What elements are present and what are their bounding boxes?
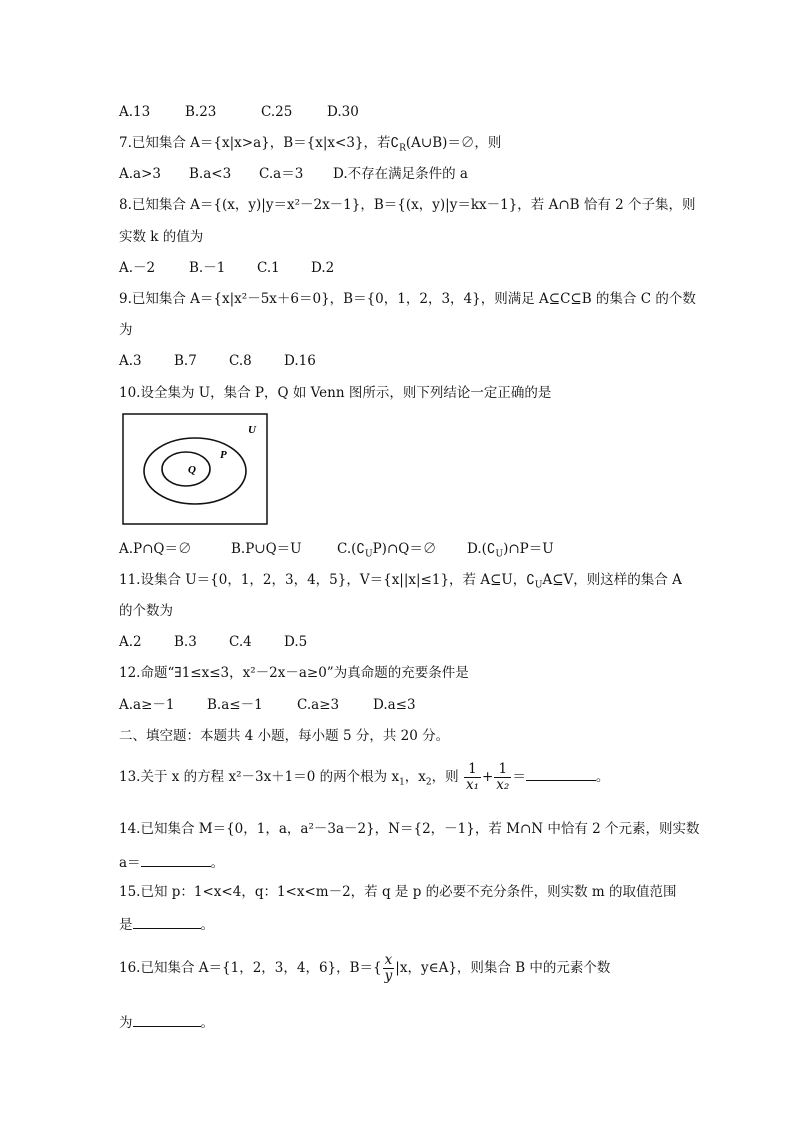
q9-options (119, 352, 316, 370)
q10-option-d (467, 540, 554, 564)
q14-line2-pre: a＝ (119, 855, 141, 871)
q6-options (119, 103, 359, 121)
q15-line2-pre: 是 (119, 917, 133, 933)
q11-line1-sub: U (534, 580, 543, 591)
q16-line2-pre: 为 (119, 1015, 133, 1031)
q9-option-b: B.7 (174, 353, 197, 369)
q16-answer-blank[interactable] (133, 1012, 201, 1027)
q13-stem (119, 760, 609, 800)
q8-line2: 实数 k 的值为 (119, 229, 204, 245)
q7-option-c: C.a＝3 (259, 166, 304, 182)
q11-options (119, 633, 307, 651)
q10-option-c-pre: C.(∁ (337, 541, 365, 557)
q14-line2 (119, 852, 224, 872)
q7-option-d: D.不存在满足条件的 a (333, 166, 468, 182)
q7-options (119, 165, 468, 183)
q13-plus: + (481, 769, 494, 785)
q10-option-c-sub: U (365, 549, 373, 560)
q12-option-b: B.a≤－1 (207, 697, 263, 713)
q13-frac1-num: 1 (464, 762, 481, 778)
q13-then: ，则 (431, 769, 459, 785)
q7-stem-end: (A∪B)＝∅，则 (405, 135, 502, 151)
q11-option-d: D.5 (284, 634, 308, 650)
q16-frac-num: x (383, 953, 395, 969)
q16-fraction (383, 953, 395, 984)
q8-option-d: D.2 (311, 260, 335, 276)
q10-option-b: B.P∪Q＝U (231, 541, 302, 557)
q6-option-d: D.30 (327, 104, 359, 120)
q11-option-a: A.2 (119, 634, 142, 650)
set-q-ellipse (162, 452, 210, 486)
q13-eq: ＝ (512, 769, 526, 785)
q7-option-a: A.a>3 (119, 166, 161, 182)
q10-option-d-pre: D.(∁ (467, 541, 496, 557)
q10-option-c-post: P)∩Q＝∅ (372, 541, 437, 557)
q13-stem-text: 13.关于 x 的方程 x²－3x＋1＝0 的两个根为 x (119, 769, 400, 785)
q7-option-b: B.a<3 (189, 166, 232, 182)
q15-answer-blank[interactable] (133, 914, 201, 929)
q10-option-a: A.P∩Q＝∅ (119, 541, 192, 557)
q7-stem (119, 134, 501, 158)
q12-stem: 12.命题“∃1≤x≤3，x²－2x－a≥0”为真命题的充要条件是 (119, 665, 469, 681)
q9-line2: 为 (119, 322, 133, 338)
q11-option-b: B.3 (174, 634, 197, 650)
venn-label-q: Q (188, 464, 196, 476)
q8-option-a: A.－2 (119, 260, 156, 276)
q16-frac-den: y (384, 968, 393, 984)
q13-sub1: 1 (399, 777, 405, 788)
q8-option-c: C.1 (257, 260, 280, 276)
q9-line1: 9.已知集合 A＝{x|x²－5x＋6＝0}，B＝{0，1，2，3，4}，则满足 A⊆C⊆B 的集合 C 的个数 (119, 291, 696, 307)
q13-frac2-den: x₂ (496, 777, 510, 793)
q13-end: 。 (595, 769, 610, 785)
q9-option-a: A.3 (119, 353, 142, 369)
q13-mid: ，x (404, 769, 426, 785)
q10-option-d-sub: U (495, 549, 504, 560)
q16-pre: 16.已知集合 A＝{1，2，3，4，6}，B＝{ (119, 960, 382, 976)
q11-line1-a: 11.设集合 U＝{0，1，2，3，4，5}，V＝{x||x|≤1}，若 A⊆U，∁ (119, 572, 535, 588)
q12-option-d: D.a≤3 (373, 697, 416, 713)
q8-options (119, 259, 334, 277)
q10-option-d-post: )∩P＝U (503, 541, 554, 557)
q7-sub: R (399, 143, 406, 154)
venn-diagram (122, 413, 268, 525)
q8-line1: 8.已知集合 A＝{(x，y)|y＝x²－2x－1}，B＝{(x，y)|y＝kx－1}，若 A∩B 恰有 2 个子集，则 (119, 197, 696, 213)
venn-label-u: U (248, 424, 256, 436)
q10-stem: 10.设全集为 U，集合 P，Q 如 Venn 图所示，则下列结论一定正确的是 (119, 385, 552, 401)
q13-sub2: 2 (425, 777, 432, 788)
q15-line2-end: 。 (200, 917, 214, 933)
q11-line1-b: A⊆V，则这样的集合 A (542, 572, 682, 588)
q16-line1 (119, 950, 610, 986)
q11-option-c: C.4 (229, 634, 252, 650)
q10-option-c (337, 540, 467, 564)
q13-fraction-1 (464, 762, 481, 793)
q16-post: |x，y∈A}，则集合 B 中的元素个数 (395, 960, 611, 976)
q15-line1: 15.已知 p：1<x<4，q：1<x<m－2，若 q 是 p 的必要不充分条件，则实数 m 的取值范围 (119, 884, 677, 900)
q11-line1 (119, 571, 682, 595)
q6-option-b: B.23 (185, 104, 217, 120)
q16-line2 (119, 1012, 214, 1032)
q14-line1: 14.已知集合 M＝{0，1，a，a²－3a－2}，N＝{2，－1}，若 M∩N 中恰有 2 个元素，则实数 (119, 821, 700, 837)
q8-option-b: B.－1 (189, 260, 226, 276)
q13-answer-blank[interactable] (526, 766, 596, 781)
q7-stem-text: 7.已知集合 A＝{x|x>a}，B＝{x|x<3}，若∁ (119, 135, 400, 151)
section-heading: 二、填空题：本题共 4 小题，每小题 5 分，共 20 分。 (119, 728, 450, 744)
q6-option-c: C.25 (261, 104, 293, 120)
q9-option-d: D.16 (284, 353, 316, 369)
q14-line2-end: 。 (210, 855, 225, 871)
q9-option-c: C.8 (229, 353, 252, 369)
q13-frac1-den: x₁ (465, 777, 479, 793)
q16-line2-end: 。 (200, 1015, 214, 1031)
q14-answer-blank[interactable] (141, 852, 211, 867)
q12-options (119, 696, 416, 714)
q10-options (119, 540, 554, 564)
venn-label-p: P (220, 449, 227, 461)
q13-fraction-2 (494, 762, 511, 793)
q13-frac2-num: 1 (494, 762, 511, 778)
q12-option-a: A.a≥－1 (119, 697, 175, 713)
q11-line2: 的个数为 (119, 603, 173, 619)
q15-line2 (119, 914, 214, 934)
q12-option-c: C.a≥3 (297, 697, 340, 713)
q6-option-a: A.13 (119, 104, 151, 120)
